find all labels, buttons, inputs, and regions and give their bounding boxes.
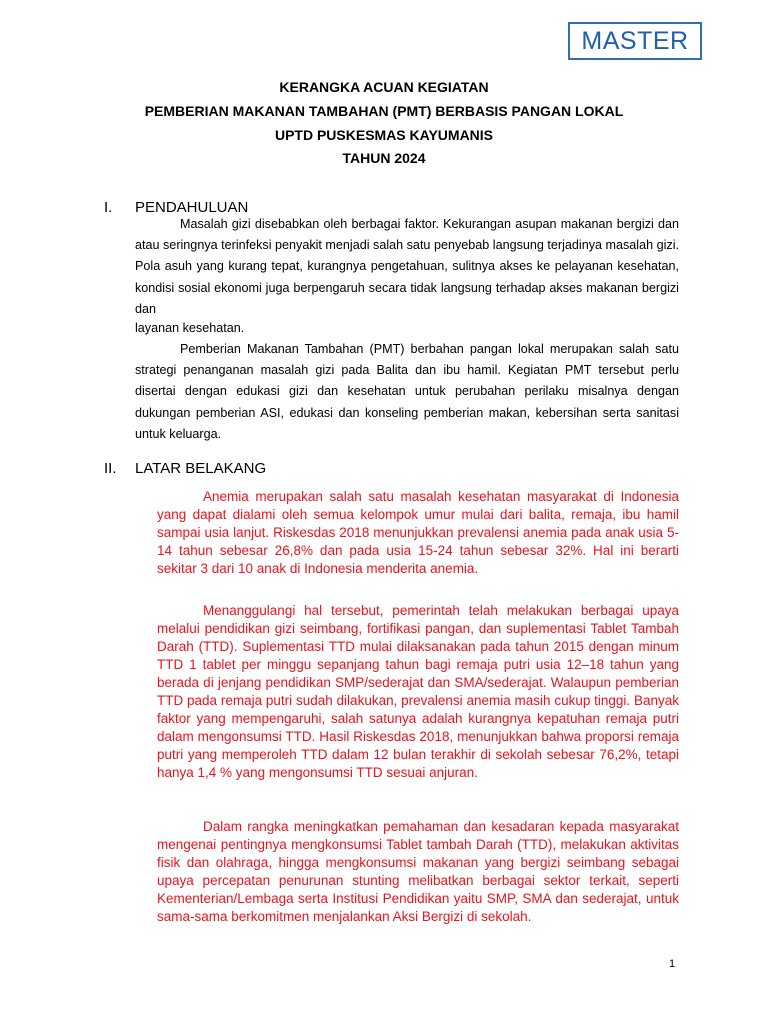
doc-subtitle: PEMBERIAN MAKANAN TAMBAHAN (PMT) BERBASIS PANGAN LOKAL: [144, 103, 624, 119]
section-1-paragraph-1: Masalah gizi disebabkan oleh berbagai faktor. Kekurangan asupan makanan bergizi dan atau seringnya terinfeksi penyakit menjadi salah satu penyebab langsung terjadinya masalah gizi. Pola asuh yang kurang tepat, kurangnya pengetahuan, sulitnya akses ke pelayanan kesehatan, kondisi sosial ekonomi juga berpengaruh secara tidak langsung terhadap akses makanan bergizi dan: [135, 217, 679, 316]
section-2-number: II.: [104, 460, 117, 477]
section-1-number: I.: [104, 199, 113, 216]
section-2-paragraph-3: Dalam rangka meningkatkan pemahaman dan kesadaran kepada masyarakat mengenai pentingnya mengkonsumsi Tablet tambah Darah (TTD), melakukan aktivitas fisik dan olahraga, hingga mengkonsumsi makanan yang bergizi seimbang sebagai upaya percepatan penurunan stunting melibatkan berbagai sektor terkait, seperti Kementerian/Lembaga serta Institusi Pendidikan yaitu SMP, SMA dan sederajat, untuk sama-sama berkomitmen menjalankan Aksi Bergizi di sekolah.: [157, 819, 679, 924]
doc-title: KERANGKA ACUAN KEGIATAN: [279, 79, 489, 95]
doc-year: TAHUN 2024: [342, 150, 426, 166]
section-2-paragraph-1: Anemia merupakan salah satu masalah kesehatan masyarakat di Indonesia yang dapat dialami oleh semua kelompok umur mulai dari balita, remaja, ibu hamil sampai usia lanjut. Riskesdas 2018 menunjukkan prevalensi anemia pada anak usia 5-14 tahun sebesar 26,8% dan pada usia 15-24 tahun sebesar 32%. Hal ini berarti sekitar 3 dari 10 anak di Indonesia menderita anemia.: [157, 489, 679, 576]
section-2-title: LATAR BELAKANG: [135, 460, 267, 477]
section-1-title: PENDAHULUAN: [135, 199, 249, 216]
section-2-paragraph-2: Menanggulangi hal tersebut, pemerintah telah melakukan berbagai upaya melalui pendidikan gizi seimbang, fortifikasi pangan, dan suplementasi Tablet Tambah Darah (TTD). Suplementasi TTD mulai dilaksanakan pada tahun 2015 dengan minum TTD 1 tablet per minggu sepanjang tahun bagi remaja putri usia 12–18 tahun yang berada di jenjang pendidikan SMP/sederajat dan SMA/sederajat. Walaupun pemberian TTD pada remaja putri sudah dilakukan, prevalensi anemia masih cukup tinggi. Banyak faktor yang mempengaruhi, salah satunya adalah kurangnya kepatuhan remaja putri dalam mengonsumsi TTD. Hasil Riskesdas 2018, menunjukkan bahwa proporsi remaja putri yang memperoleh TTD dalam 12 bulan terakhir di sekolah sebesar 76,2%, tetapi hanya 1,4 % yang mengonsumsi TTD sesuai anjuran.: [157, 603, 679, 780]
section-1-paragraph-1-tail: layanan kesehatan.: [135, 321, 245, 335]
section-1-paragraph-2: Pemberian Makanan Tambahan (PMT) berbahan pangan lokal merupakan salah satu strategi penanganan masalah gizi pada Balita dan ibu hamil. Kegiatan PMT tersebut perlu disertai dengan edukasi gizi dan kesehatan untuk perubahan perilaku misalnya dengan dukungan pemberian ASI, edukasi dan konseling pemberian makan, kebersihan serta sanitasi untuk keluarga.: [135, 342, 679, 441]
doc-organization: UPTD PUSKESMAS KAYUMANIS: [274, 127, 494, 143]
master-stamp: MASTER: [568, 22, 702, 60]
page-number: 1: [669, 958, 676, 970]
